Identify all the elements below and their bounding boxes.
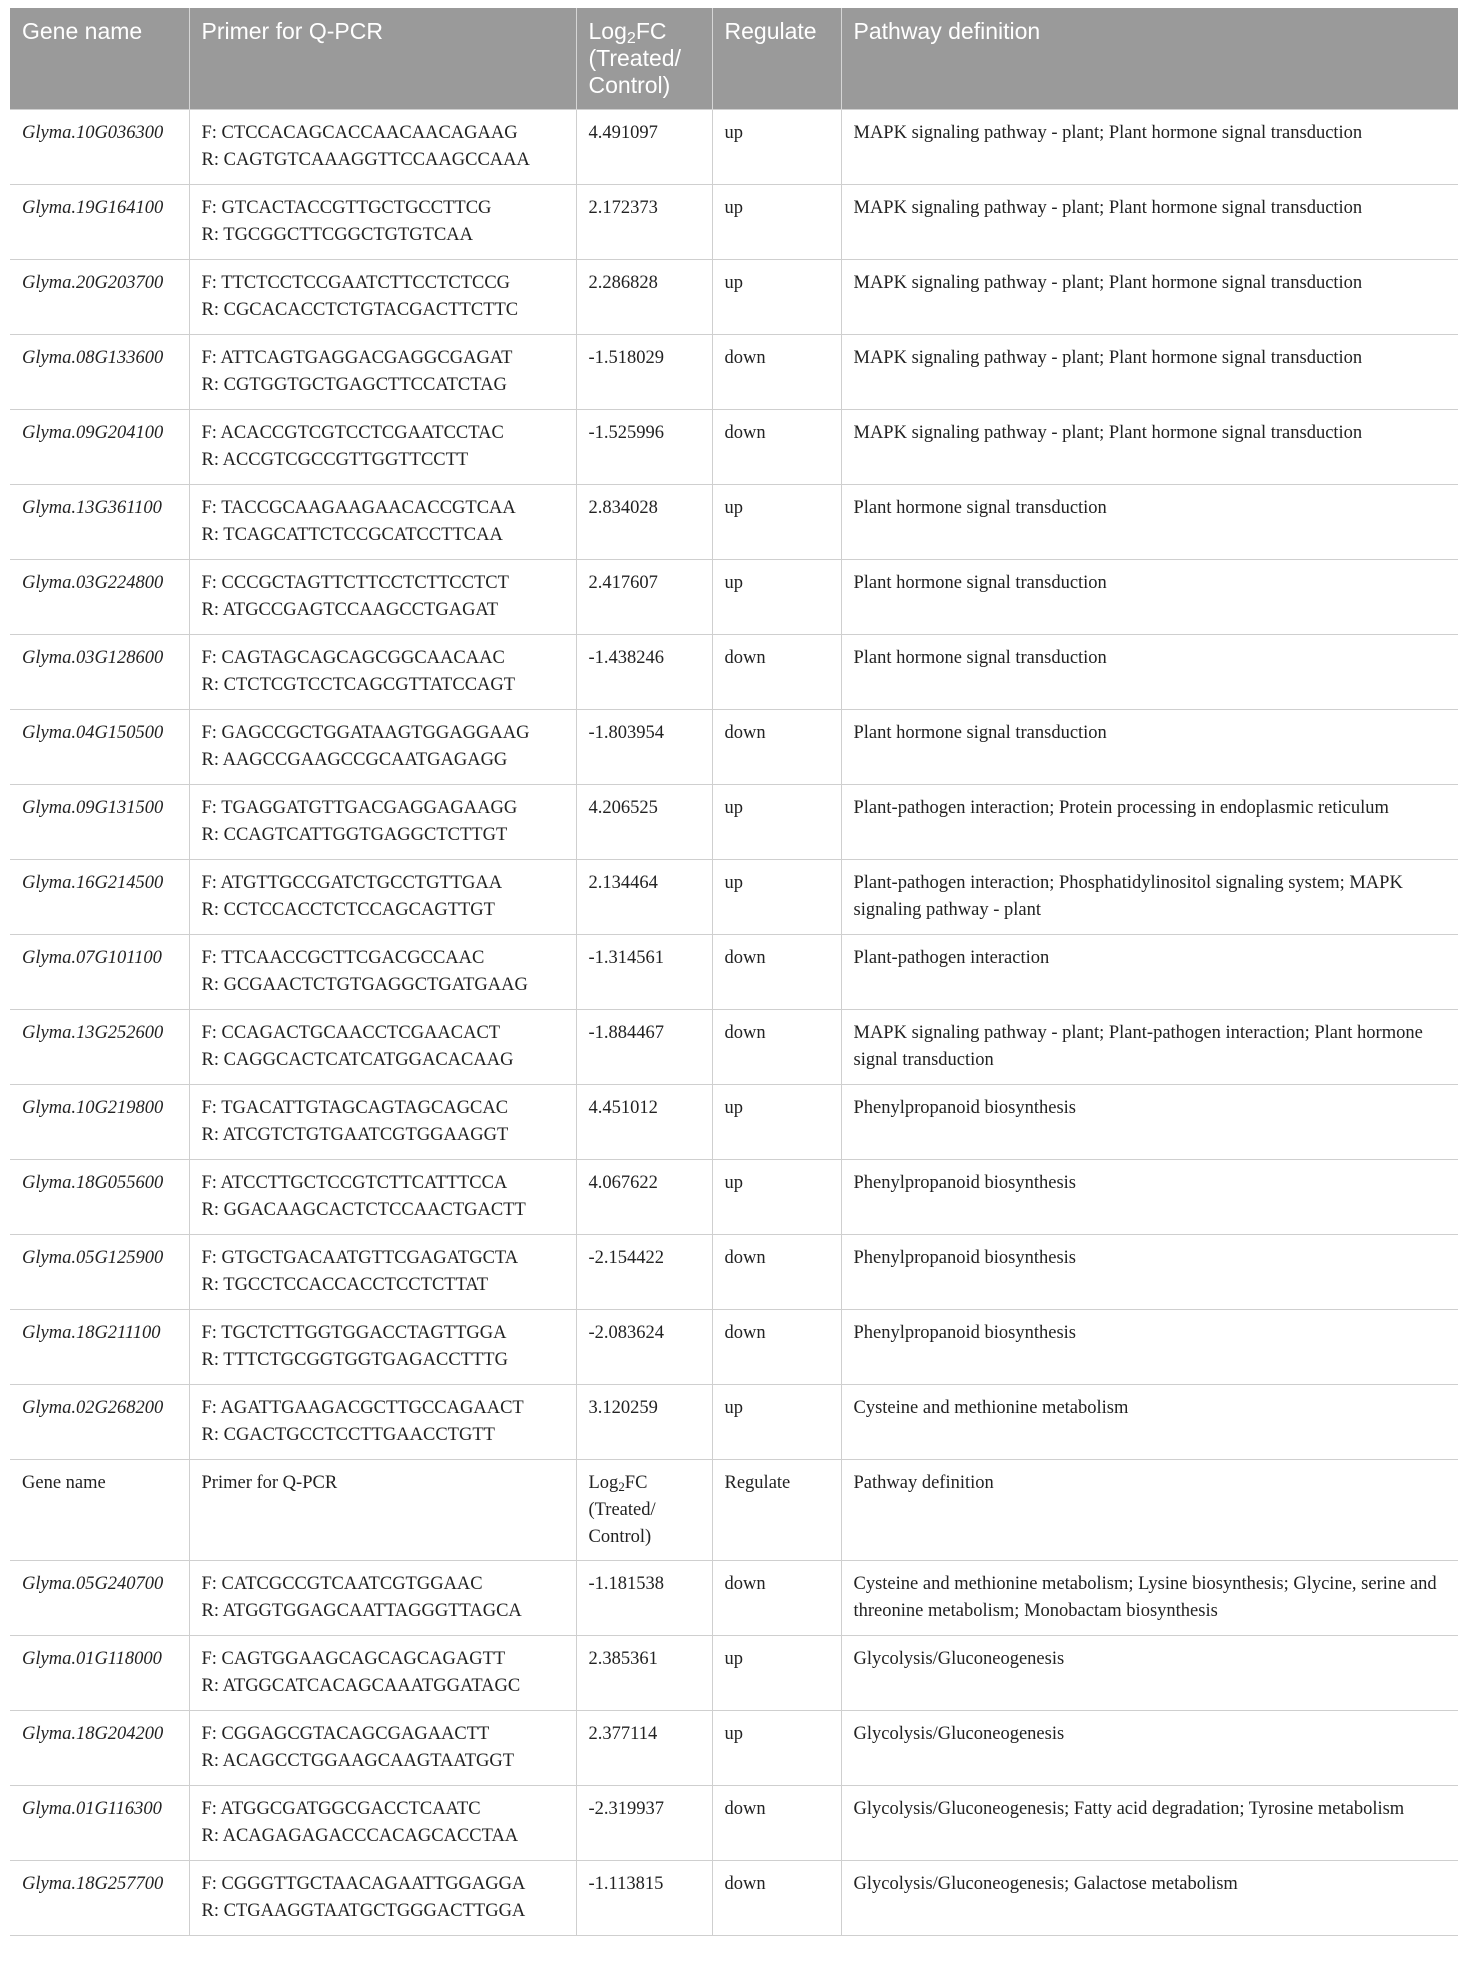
log2fc-cell: -2.319937	[576, 1786, 712, 1861]
log2fc-cell: 4.451012	[576, 1085, 712, 1160]
pathway-cell: Plant-pathogen interaction	[841, 935, 1458, 1010]
reverse-primer: R: TGCGGCTTCGGCTGTGTCAA	[201, 225, 474, 245]
gene-name-cell: Glyma.03G128600	[10, 635, 189, 710]
log2fc-cell: 4.067622	[576, 1160, 712, 1235]
forward-primer: F: CCAGACTGCAACCTCGAACACT	[201, 1023, 501, 1043]
primer-cell	[189, 560, 576, 635]
log2fc-cell: 4.206525	[576, 785, 712, 860]
gene-name-cell: Glyma.18G257700	[10, 1861, 189, 1936]
log2fc-cell: 2.377114	[576, 1711, 712, 1786]
regulate-cell: down	[712, 1861, 841, 1936]
reverse-primer: R: ATGCCGAGTCCAAGCCTGAGAT	[201, 600, 499, 620]
pathway-cell: Plant-pathogen interaction; Protein processing in endoplasmic reticulum	[841, 785, 1458, 860]
subheader-log-suffix: FC (Treated/ Control)	[588, 1473, 656, 1547]
primer-table	[10, 8, 1458, 1936]
primer-cell	[189, 110, 576, 185]
regulate-cell: up	[712, 110, 841, 185]
table-row	[10, 185, 1458, 260]
gene-name-cell: Glyma.05G240700	[10, 1561, 189, 1636]
log2fc-cell: -1.803954	[576, 710, 712, 785]
primer-cell	[189, 1310, 576, 1385]
gene-name-cell: Glyma.16G214500	[10, 860, 189, 935]
log2fc-cell: 2.385361	[576, 1636, 712, 1711]
header-log-sub: 2	[626, 29, 636, 48]
subheader-log2fc	[576, 1460, 712, 1561]
reverse-primer: R: TGCCTCCACCACCTCCTCTTAT	[201, 1275, 489, 1295]
forward-primer: F: CTCCACAGCACCAACAACAGAAG	[201, 123, 518, 143]
regulate-cell: down	[712, 1235, 841, 1310]
pathway-cell: Plant hormone signal transduction	[841, 710, 1458, 785]
forward-primer: F: CGGGTTGCTAACAGAATTGGAGGA	[201, 1874, 526, 1894]
pathway-cell: MAPK signaling pathway - plant; Plant-pathogen interaction; Plant hormone signal transduction	[841, 1010, 1458, 1085]
primer-cell	[189, 860, 576, 935]
gene-name-cell: Glyma.01G118000	[10, 1636, 189, 1711]
table-row	[10, 260, 1458, 335]
regulate-cell: up	[712, 1160, 841, 1235]
pathway-cell: Cysteine and methionine metabolism	[841, 1385, 1458, 1460]
gene-name-cell: Glyma.08G133600	[10, 335, 189, 410]
primer-cell	[189, 1235, 576, 1310]
gene-name-cell: Glyma.20G203700	[10, 260, 189, 335]
table-row	[10, 1310, 1458, 1385]
reverse-primer: R: ACAGAGAGACCCACAGCACCTAA	[201, 1826, 519, 1846]
regulate-cell: down	[712, 1310, 841, 1385]
table-row	[10, 935, 1458, 1010]
primer-cell	[189, 485, 576, 560]
gene-name-cell: Glyma.09G204100	[10, 410, 189, 485]
regulate-cell: down	[712, 935, 841, 1010]
gene-name-cell: Glyma.13G252600	[10, 1010, 189, 1085]
log2fc-cell: 2.417607	[576, 560, 712, 635]
log2fc-cell: -1.438246	[576, 635, 712, 710]
repeated-header-row	[10, 1460, 1458, 1561]
table-row	[10, 1561, 1458, 1636]
gene-name-cell: Glyma.07G101100	[10, 935, 189, 1010]
log2fc-cell: 2.134464	[576, 860, 712, 935]
table-row	[10, 1010, 1458, 1085]
reverse-primer: R: CTGAAGGTAATGCTGGGACTTGGA	[201, 1901, 526, 1921]
log2fc-cell: -1.181538	[576, 1561, 712, 1636]
forward-primer: F: TGACATTGTAGCAGTAGCAGCAC	[201, 1098, 509, 1118]
primer-cell	[189, 785, 576, 860]
primer-cell	[189, 1861, 576, 1936]
pathway-cell: Phenylpropanoid biosynthesis	[841, 1310, 1458, 1385]
forward-primer: F: ATGTTGCCGATCTGCCTGTTGAA	[201, 873, 503, 893]
forward-primer: F: ATTCAGTGAGGACGAGGCGAGAT	[201, 348, 513, 368]
log2fc-cell: 4.491097	[576, 110, 712, 185]
reverse-primer: R: ATGGTGGAGCAATTAGGGTTAGCA	[201, 1601, 522, 1621]
regulate-cell: down	[712, 710, 841, 785]
primer-cell	[189, 1636, 576, 1711]
regulate-cell: up	[712, 1085, 841, 1160]
primer-cell	[189, 1385, 576, 1460]
reverse-primer: R: GCGAACTCTGTGAGGCTGATGAAG	[201, 975, 528, 995]
table-row	[10, 1786, 1458, 1861]
gene-name-cell: Glyma.18G055600	[10, 1160, 189, 1235]
reverse-primer: R: TCAGCATTCTCCGCATCCTTCAA	[201, 525, 503, 545]
primer-cell	[189, 1085, 576, 1160]
forward-primer: F: CAGTAGCAGCAGCGGCAACAAC	[201, 648, 505, 668]
regulate-cell: up	[712, 560, 841, 635]
primer-cell	[189, 410, 576, 485]
pathway-cell: Phenylpropanoid biosynthesis	[841, 1160, 1458, 1235]
reverse-primer: R: GGACAAGCACTCTCCAACTGACTT	[201, 1200, 526, 1220]
log2fc-cell: 3.120259	[576, 1385, 712, 1460]
forward-primer: F: TTCTCCTCCGAATCTTCCTCTCCG	[201, 273, 511, 293]
pathway-cell: Cysteine and methionine metabolism; Lysine biosynthesis; Glycine, serine and threonine metabolism; Monobactam biosynthesis	[841, 1561, 1458, 1636]
regulate-cell: down	[712, 410, 841, 485]
forward-primer: F: TGCTCTTGGTGGACCTAGTTGGA	[201, 1323, 507, 1343]
subheader-regulate: Regulate	[712, 1460, 841, 1561]
table-row	[10, 860, 1458, 935]
header-gene-name: Gene name	[10, 8, 189, 110]
pathway-cell: MAPK signaling pathway - plant; Plant hormone signal transduction	[841, 335, 1458, 410]
pathway-cell: Glycolysis/Gluconeogenesis; Galactose metabolism	[841, 1861, 1458, 1936]
reverse-primer: R: CGCACACCTCTGTACGACTTCTTC	[201, 300, 519, 320]
forward-primer: F: CGGAGCGTACAGCGAGAACTT	[201, 1724, 490, 1744]
forward-primer: F: AGATTGAAGACGCTTGCCAGAACT	[201, 1398, 524, 1418]
table-row	[10, 485, 1458, 560]
gene-name-cell: Glyma.19G164100	[10, 185, 189, 260]
pathway-cell: Phenylpropanoid biosynthesis	[841, 1085, 1458, 1160]
table-body	[10, 110, 1458, 1936]
subheader-gene-name: Gene name	[10, 1460, 189, 1561]
subheader-pathway: Pathway definition	[841, 1460, 1458, 1561]
reverse-primer: R: CGTGGTGCTGAGCTTCCATCTAG	[201, 375, 507, 395]
table-row	[10, 560, 1458, 635]
pathway-cell: Plant hormone signal transduction	[841, 560, 1458, 635]
pathway-cell: MAPK signaling pathway - plant; Plant hormone signal transduction	[841, 260, 1458, 335]
primer-cell	[189, 1786, 576, 1861]
log2fc-cell: -1.314561	[576, 935, 712, 1010]
forward-primer: F: ATGGCGATGGCGACCTCAATC	[201, 1799, 481, 1819]
regulate-cell: up	[712, 260, 841, 335]
pathway-cell: Glycolysis/Gluconeogenesis; Fatty acid degradation; Tyrosine metabolism	[841, 1786, 1458, 1861]
log2fc-cell: 2.834028	[576, 485, 712, 560]
table-row	[10, 710, 1458, 785]
log2fc-cell: -1.884467	[576, 1010, 712, 1085]
primer-cell	[189, 1711, 576, 1786]
gene-name-cell: Glyma.10G219800	[10, 1085, 189, 1160]
header-regulate: Regulate	[712, 8, 841, 110]
header-log-prefix: Log	[588, 18, 627, 44]
subheader-primer: Primer for Q-PCR	[189, 1460, 576, 1561]
table-row	[10, 1711, 1458, 1786]
table-row	[10, 785, 1458, 860]
regulate-cell: up	[712, 785, 841, 860]
table-row	[10, 1385, 1458, 1460]
forward-primer: F: ACACCGTCGTCCTCGAATCCTAC	[201, 423, 504, 443]
reverse-primer: R: ACAGCCTGGAAGCAAGTAATGGT	[201, 1751, 515, 1771]
gene-name-cell: Glyma.09G131500	[10, 785, 189, 860]
reverse-primer: R: ATCGTCTGTGAATCGTGGAAGGT	[201, 1125, 509, 1145]
primer-cell	[189, 710, 576, 785]
table-row	[10, 1085, 1458, 1160]
header-log2fc	[576, 8, 712, 110]
regulate-cell: up	[712, 185, 841, 260]
gene-name-cell: Glyma.10G036300	[10, 110, 189, 185]
regulate-cell: up	[712, 1711, 841, 1786]
regulate-cell: up	[712, 485, 841, 560]
pathway-cell: Plant hormone signal transduction	[841, 635, 1458, 710]
log2fc-cell: -1.113815	[576, 1861, 712, 1936]
pathway-cell: Glycolysis/Gluconeogenesis	[841, 1711, 1458, 1786]
header-row	[10, 8, 1458, 110]
forward-primer: F: GTGCTGACAATGTTCGAGATGCTA	[201, 1248, 519, 1268]
forward-primer: F: TACCGCAAGAAGAACACCGTCAA	[201, 498, 516, 518]
table-row	[10, 110, 1458, 185]
gene-name-cell: Glyma.04G150500	[10, 710, 189, 785]
reverse-primer: R: ACCGTCGCCGTTGGTTCCTT	[201, 450, 469, 470]
gene-name-cell: Glyma.01G116300	[10, 1786, 189, 1861]
regulate-cell: down	[712, 1010, 841, 1085]
primer-cell	[189, 1160, 576, 1235]
forward-primer: F: TGAGGATGTTGACGAGGAGAAGG	[201, 798, 518, 818]
forward-primer: F: GAGCCGCTGGATAAGTGGAGGAAG	[201, 723, 530, 743]
reverse-primer: R: CCAGTCATTGGTGAGGCTCTTGT	[201, 825, 508, 845]
regulate-cell: up	[712, 1385, 841, 1460]
subheader-log-sub: 2	[618, 1479, 625, 1495]
regulate-cell: down	[712, 635, 841, 710]
log2fc-cell: 2.172373	[576, 185, 712, 260]
reverse-primer: R: CGACTGCCTCCTTGAACCTGTT	[201, 1425, 495, 1445]
table-row	[10, 1861, 1458, 1936]
pathway-cell: Plant hormone signal transduction	[841, 485, 1458, 560]
primer-cell	[189, 1561, 576, 1636]
pathway-cell: MAPK signaling pathway - plant; Plant hormone signal transduction	[841, 110, 1458, 185]
gene-name-cell: Glyma.18G204200	[10, 1711, 189, 1786]
log2fc-cell: -2.083624	[576, 1310, 712, 1385]
reverse-primer: R: TTTCTGCGGTGGTGAGACCTTTG	[201, 1350, 508, 1370]
log2fc-cell: -2.154422	[576, 1235, 712, 1310]
log2fc-cell: -1.518029	[576, 335, 712, 410]
reverse-primer: R: CAGTGTCAAAGGTTCCAAGCCAAA	[201, 150, 530, 170]
table-header	[10, 8, 1458, 110]
header-pathway: Pathway definition	[841, 8, 1458, 110]
gene-name-cell: Glyma.18G211100	[10, 1310, 189, 1385]
reverse-primer: R: CAGGCACTCATCATGGACACAAG	[201, 1050, 514, 1070]
header-primer: Primer for Q-PCR	[189, 8, 576, 110]
pathway-cell: Plant-pathogen interaction; Phosphatidylinositol signaling system; MAPK signaling pathway - plant	[841, 860, 1458, 935]
table-row	[10, 1160, 1458, 1235]
forward-primer: F: ATCCTTGCTCCGTCTTCATTTCCA	[201, 1173, 508, 1193]
gene-name-cell: Glyma.03G224800	[10, 560, 189, 635]
regulate-cell: down	[712, 335, 841, 410]
subheader-log-prefix: Log	[588, 1473, 619, 1493]
regulate-cell: down	[712, 1561, 841, 1636]
forward-primer: F: CAGTGGAAGCAGCAGCAGAGTT	[201, 1649, 506, 1669]
log2fc-cell: -1.525996	[576, 410, 712, 485]
pathway-cell: MAPK signaling pathway - plant; Plant hormone signal transduction	[841, 185, 1458, 260]
reverse-primer: R: ATGGCATCACAGCAAATGGATAGC	[201, 1676, 521, 1696]
reverse-primer: R: AAGCCGAAGCCGCAATGAGAGG	[201, 750, 508, 770]
pathway-cell: Phenylpropanoid biosynthesis	[841, 1235, 1458, 1310]
reverse-primer: R: CTCTCGTCCTCAGCGTTATCCAGT	[201, 675, 516, 695]
primer-cell	[189, 335, 576, 410]
regulate-cell: up	[712, 860, 841, 935]
primer-cell	[189, 635, 576, 710]
primer-cell	[189, 185, 576, 260]
table-row	[10, 1636, 1458, 1711]
forward-primer: F: TTCAACCGCTTCGACGCCAAC	[201, 948, 485, 968]
header-log-suffix: FC (Treated/ Control)	[588, 18, 681, 98]
table-row	[10, 635, 1458, 710]
pathway-cell: Glycolysis/Gluconeogenesis	[841, 1636, 1458, 1711]
reverse-primer: R: CCTCCACCTCTCCAGCAGTTGT	[201, 900, 495, 920]
primer-cell	[189, 1010, 576, 1085]
forward-primer: F: CCCGCTAGTTCTTCCTCTTCCTCT	[201, 573, 509, 593]
primer-cell	[189, 260, 576, 335]
table-row	[10, 335, 1458, 410]
gene-name-cell: Glyma.02G268200	[10, 1385, 189, 1460]
table-row	[10, 1235, 1458, 1310]
gene-name-cell: Glyma.05G125900	[10, 1235, 189, 1310]
table-row	[10, 410, 1458, 485]
regulate-cell: down	[712, 1786, 841, 1861]
primer-cell	[189, 935, 576, 1010]
forward-primer: F: CATCGCCGTCAATCGTGGAAC	[201, 1574, 483, 1594]
forward-primer: F: GTCACTACCGTTGCTGCCTTCG	[201, 198, 492, 218]
pathway-cell: MAPK signaling pathway - plant; Plant hormone signal transduction	[841, 410, 1458, 485]
regulate-cell: up	[712, 1636, 841, 1711]
gene-name-cell: Glyma.13G361100	[10, 485, 189, 560]
log2fc-cell: 2.286828	[576, 260, 712, 335]
